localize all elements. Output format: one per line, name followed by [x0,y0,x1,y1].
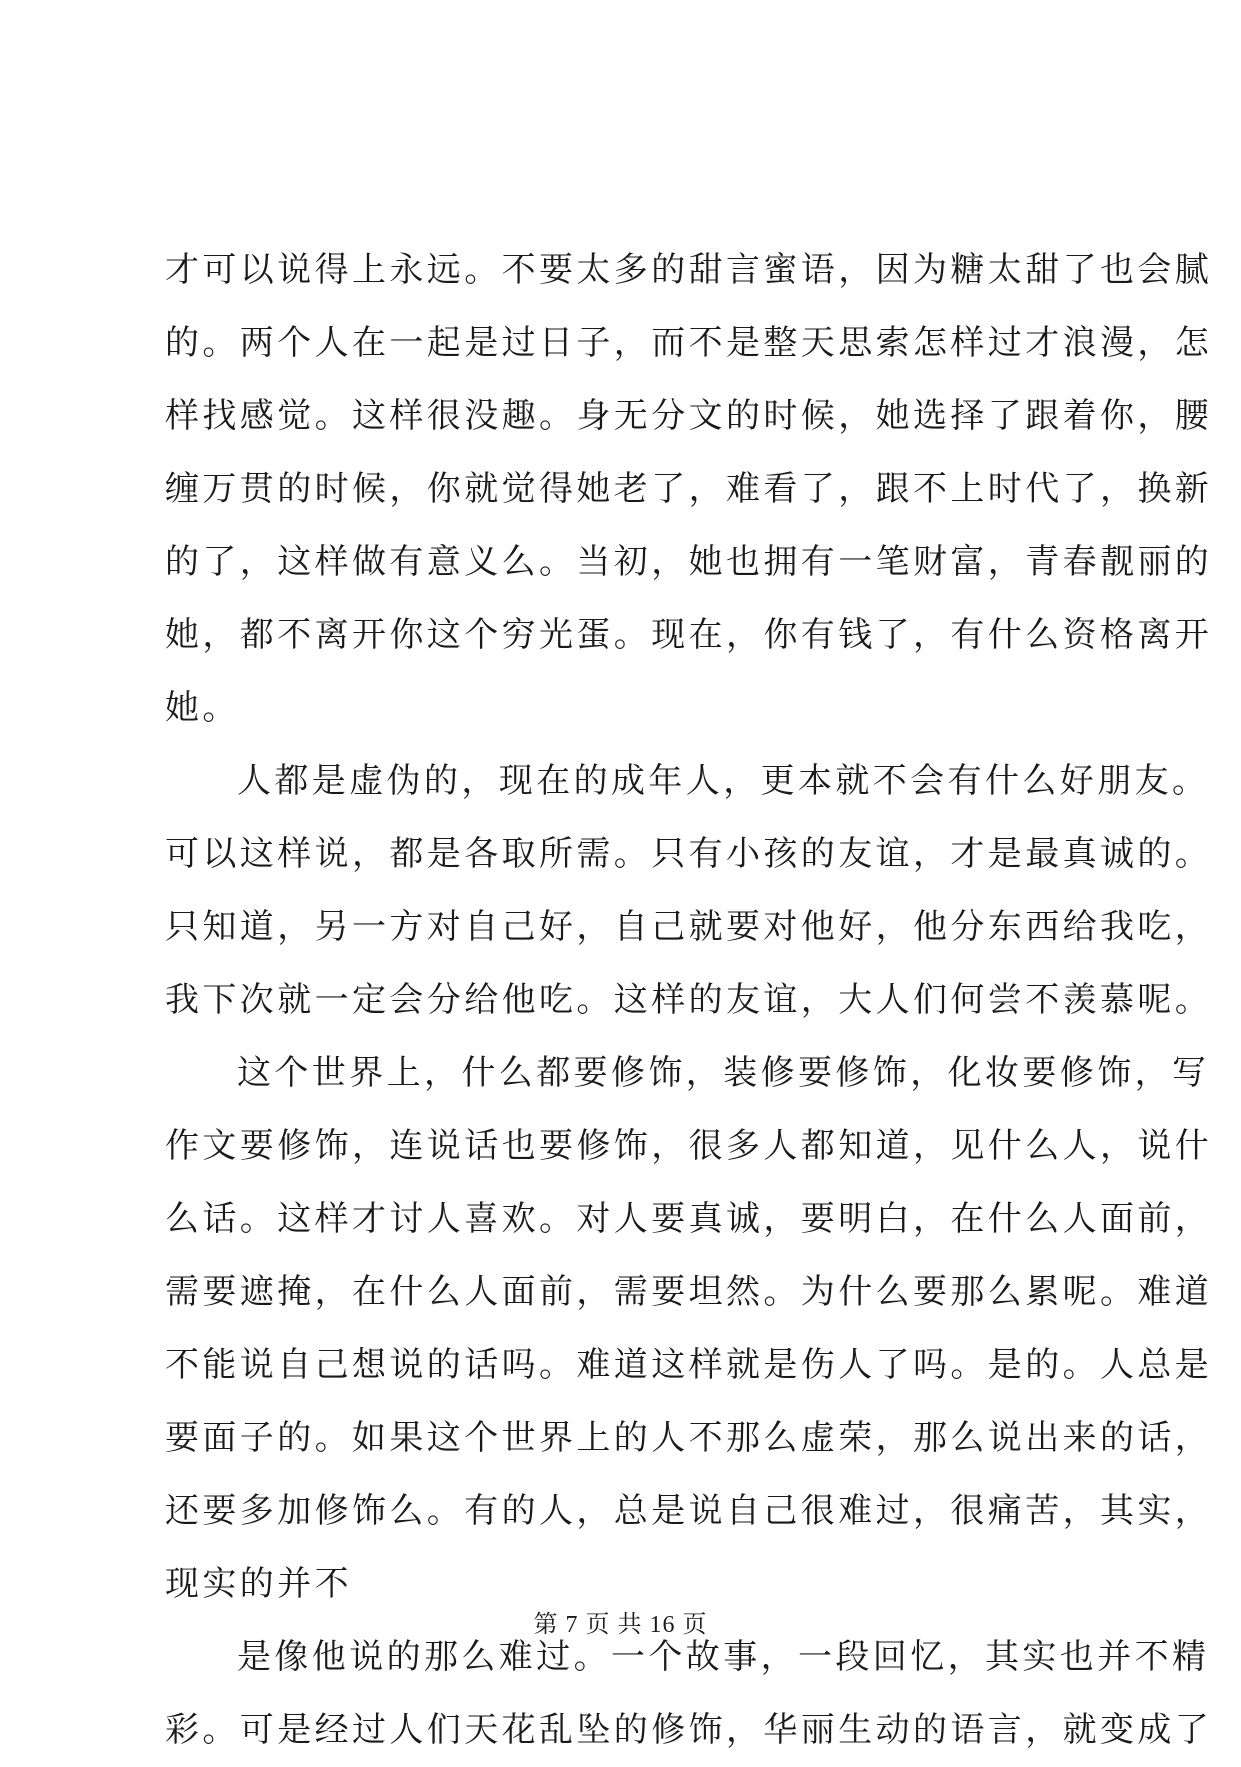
text-line: 我下次就一定会分给他吃。这样的友谊，大人们何尝不羡慕呢。 [165,980,1213,1020]
text-line: 的。两个人在一起是过日子，而不是整天思索怎样过才浪漫，怎 [165,323,1213,363]
text-line: 只知道，另一方对自己好，自己就要对他好，他分东西给我吃， [165,907,1213,947]
text-line: 她，都不离开你这个穷光蛋。现在，你有钱了，有什么资格离开 [165,615,1213,655]
text-line: 这个世界上，什么都要修饰，装修要修饰，化妆要修饰，写 [237,1053,1210,1093]
paragraph [165,234,1213,745]
text-line: 还要多加修饰么。有的人，总是说自己很难过，很痛苦，其实， [165,1491,1213,1531]
paragraph [165,745,1213,1037]
text-line: 才可以说得上永远。不要太多的甜言蜜语，因为糖太甜了也会腻 [165,250,1213,290]
text-line: 不能说自己想说的话吗。难道这样就是伤人了吗。是的。人总是 [165,1345,1213,1385]
text-line: 需要遮掩，在什么人面前，需要坦然。为什么要那么累呢。难道 [165,1272,1213,1312]
text-line: 缠万贯的时候，你就觉得她老了，难看了，跟不上时代了，换新 [165,469,1213,509]
page-number-footer: 第 7 页 共 16 页 [533,1612,708,1638]
body-text [165,234,1213,1767]
text-line: 她。 [165,688,240,728]
paragraph [165,1621,1213,1767]
text-line: 是像他说的那么难过。一个故事，一段回忆，其实也并不精 [237,1637,1210,1677]
paragraph [165,1037,1213,1621]
text-line: 作文要修饰，连说话也要修饰，很多人都知道，见什么人，说什 [165,1126,1213,1166]
text-line: 么话。这样才讨人喜欢。对人要真诚，要明白，在什么人面前， [165,1199,1213,1239]
text-line: 现实的并不 [165,1564,352,1604]
text-line: 可以这样说，都是各取所需。只有小孩的友谊，才是最真诚的。 [165,834,1213,874]
text-line: 样找感觉。这样很没趣。身无分文的时候，她选择了跟着你，腰 [165,396,1213,436]
text-line: 彩。可是经过人们天花乱坠的修饰，华丽生动的语言，就变成了 [165,1710,1213,1750]
text-line: 要面子的。如果这个世界上的人不那么虚荣，那么说出来的话， [165,1418,1213,1458]
text-line: 人都是虚伪的，现在的成年人，更本就不会有什么好朋友。 [237,761,1210,801]
text-line: 的了，这样做有意义么。当初，她也拥有一笔财富，青春靓丽的 [165,542,1213,582]
